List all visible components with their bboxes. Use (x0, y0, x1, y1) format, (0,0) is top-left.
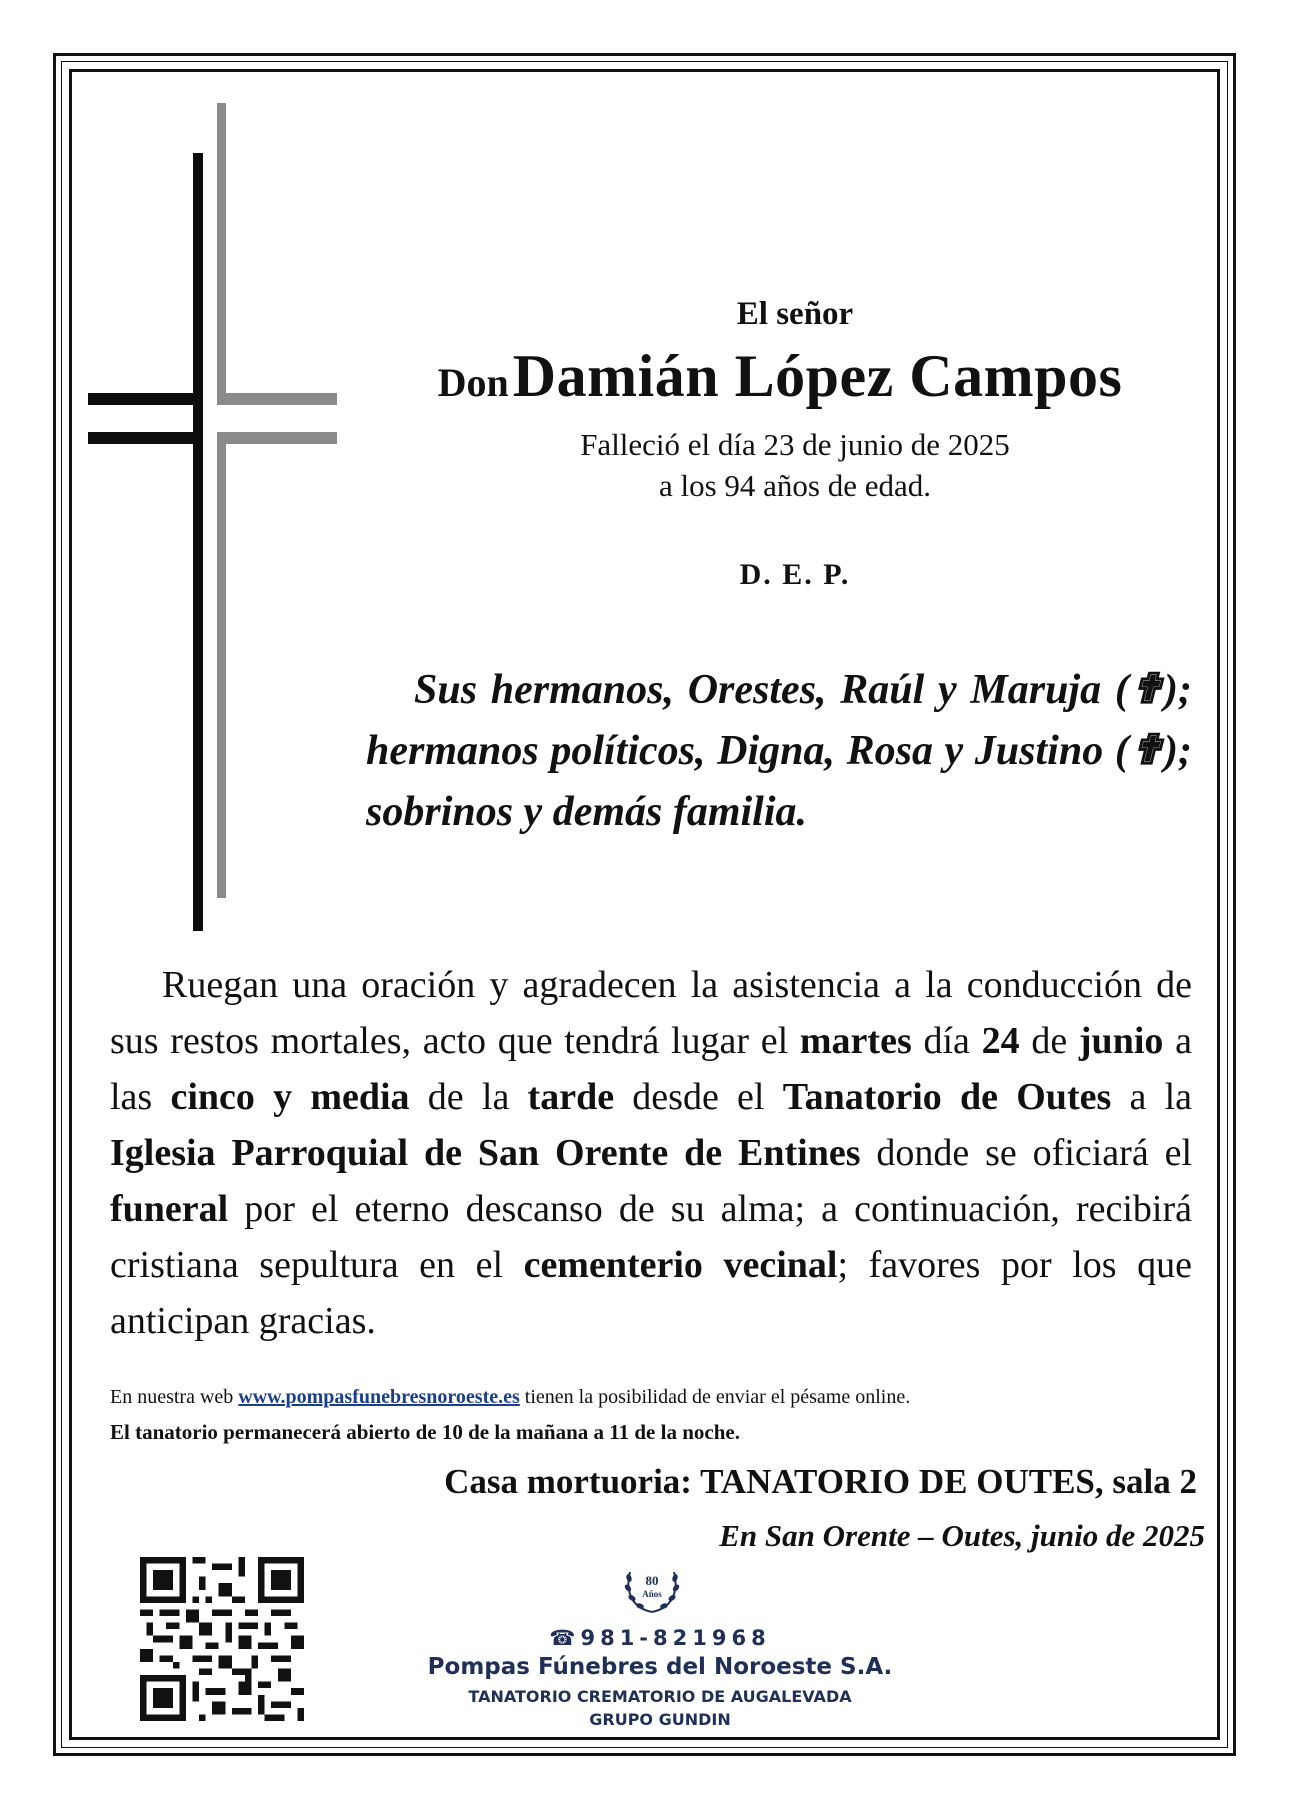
company-name: Pompas Fúnebres del Noroeste S.A. (427, 1654, 893, 1680)
funeral-home-line: Casa mortuoria: TANATORIO DE OUTES, sala 2 (444, 1462, 1197, 1501)
anniversary-badge-icon (622, 1556, 682, 1616)
funeral-details-paragraph: Ruegan una oración y agradecen la asistencia a la conducción de sus restos mortales, acto que tendrá lugar el martes día 24 de junio a las cinco y media de la tarde desde el Tanatorio de Outes a la Iglesia Parroquial de San Orente de Entines donde se oficiará el funeral por el eterno descanso de su alma; a continuación, recibirá cristiana sepultura en el cementerio vecinal; favores por los que anticipan gracias. (110, 964, 1192, 1342)
family-text-3: ); sobrinos y demás familia. (366, 728, 1192, 835)
age-at-death: a los 94 años de edad. (658, 468, 932, 503)
group-name: GRUPO GUNDIN (589, 1710, 731, 1729)
svg-text:Años: Años (642, 1589, 662, 1599)
death-date: Falleció el día 23 de junio de 2025 (580, 427, 1010, 462)
opening-hours-note: El tanatorio permanecerá abierto de 10 de la mañana a 11 de la noche. (110, 1420, 740, 1444)
crematorium-name: TANATORIO CREMATORIO DE AUGALEVADA (468, 1687, 852, 1706)
cross-symbol-icon: ✟ (1128, 728, 1165, 774)
death-info (480, 424, 1110, 506)
family-paragraph (366, 660, 1192, 843)
deceased-name-line (360, 342, 1200, 411)
place-date: En San Orente – Outes, junio de 2025 (719, 1518, 1205, 1553)
deceased-name: Damián López Campos (512, 343, 1123, 409)
honorific: Don (437, 360, 509, 405)
phone-number[interactable] (440, 1626, 880, 1650)
family-text-1: Sus hermanos, Orestes, Raúl y Maruja ( (414, 667, 1129, 713)
family-text-2: ); hermanos políticos, Digna, Rosa y Justino ( (366, 667, 1192, 774)
phone-icon: ☎ (549, 1626, 581, 1650)
title-prefix: El señor (736, 296, 854, 332)
cross-symbol-icon: ✟ (1128, 667, 1165, 713)
svg-text:80: 80 (645, 1573, 659, 1588)
website-link[interactable]: www.pompasfunebresnoroeste.es (238, 1386, 520, 1408)
web-note: En nuestra web www.pompasfunebresnoroeste.es tienen la posibilidad de enviar el pésame online. (110, 1386, 911, 1408)
qr-code-icon[interactable] (140, 1557, 304, 1721)
phone-digits: 981-821968 (580, 1626, 771, 1650)
rip-abbrev: D. E. P. (739, 558, 851, 591)
